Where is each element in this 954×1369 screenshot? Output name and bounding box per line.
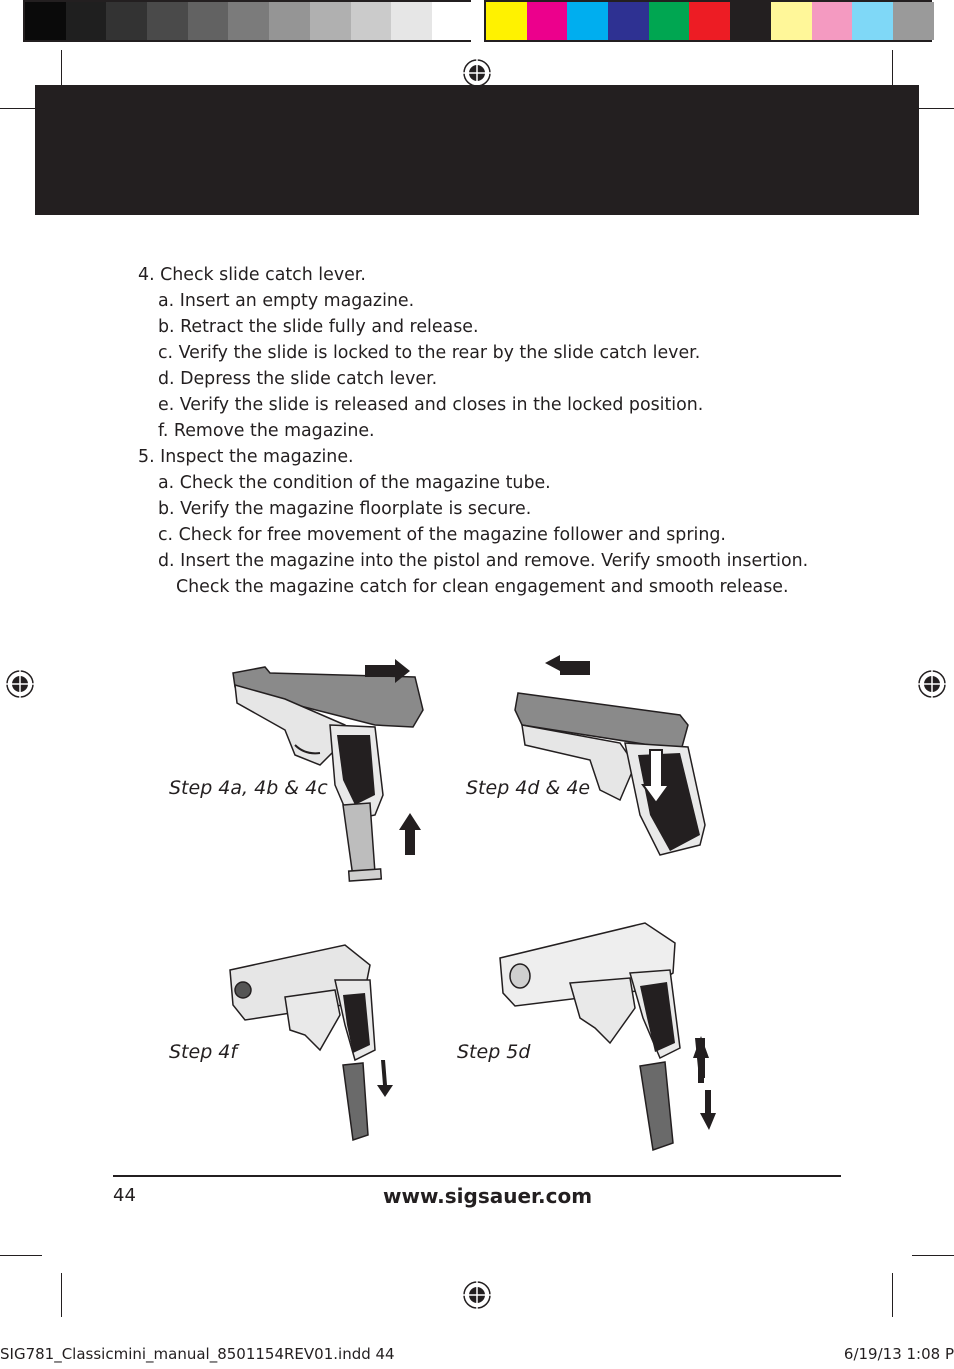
color-swatch — [689, 2, 730, 40]
website-url[interactable]: www.sigsauer.com — [383, 1184, 593, 1208]
pistol-magazine-removed-illustration — [225, 935, 415, 1150]
step-4e: e. Verify the slide is released and closes in the locked position. — [158, 395, 704, 415]
color-swatch — [893, 2, 934, 40]
color-swatch — [25, 2, 66, 40]
color-swatch — [432, 2, 473, 40]
step-5c: c. Check for free movement of the magazine follower and spring. — [158, 525, 726, 545]
caption-step-5d: Step 5d — [457, 1041, 531, 1063]
header-band — [35, 85, 919, 215]
color-swatch — [771, 2, 812, 40]
color-swatch — [730, 2, 771, 40]
step-5d-continued: Check the magazine catch for clean engagement and smooth release. — [176, 577, 789, 597]
step-5a: a. Check the condition of the magazine tube. — [158, 473, 551, 493]
step-4a: a. Insert an empty magazine. — [158, 291, 415, 311]
caption-step-4f: Step 4f — [169, 1041, 238, 1063]
footer-rule — [113, 1175, 841, 1177]
step-4b: b. Retract the slide fully and release. — [158, 317, 479, 337]
color-swatch — [812, 2, 853, 40]
step-4c: c. Verify the slide is locked to the rear by the slide catch lever. — [158, 343, 701, 363]
color-swatch — [66, 2, 107, 40]
pistol-slide-release-illustration — [510, 655, 720, 880]
pistol-slide-locked-illustration — [225, 655, 445, 890]
registration-mark-icon — [462, 58, 492, 88]
caption-step-4d-4e: Step 4d & 4e — [466, 777, 591, 799]
color-bar — [484, 0, 932, 42]
color-swatch — [310, 2, 351, 40]
step-4-heading: 4. Check slide catch lever. — [138, 265, 366, 285]
caption-step-4a-4b-4c: Step 4a, 4b & 4c — [169, 777, 328, 799]
color-swatch — [106, 2, 147, 40]
color-swatch — [486, 2, 527, 40]
color-swatch — [269, 2, 310, 40]
crop-mark — [61, 1273, 62, 1317]
crop-mark — [892, 1273, 893, 1317]
color-swatch — [852, 2, 893, 40]
color-swatch — [147, 2, 188, 40]
registration-mark-icon — [462, 1280, 492, 1310]
color-swatch — [228, 2, 269, 40]
instructions-list — [138, 262, 808, 600]
color-swatch — [391, 2, 432, 40]
color-swatch — [527, 2, 568, 40]
step-4d: d. Depress the slide catch lever. — [158, 369, 438, 389]
color-swatch — [649, 2, 690, 40]
color-swatch — [188, 2, 229, 40]
color-swatch — [567, 2, 608, 40]
color-swatch — [608, 2, 649, 40]
print-slug-filename: SIG781_Classicmini_manual_8501154REV01.indd 44 — [0, 1345, 395, 1363]
color-swatch — [351, 2, 392, 40]
registration-mark-icon — [917, 669, 947, 699]
step-5b: b. Verify the magazine floorplate is secure. — [158, 499, 532, 519]
page-number: 44 — [113, 1185, 136, 1206]
step-5-heading: 5. Inspect the magazine. — [138, 447, 354, 467]
crop-mark — [0, 1255, 42, 1256]
crop-mark — [912, 1255, 954, 1256]
grayscale-bar — [23, 0, 471, 42]
registration-mark-icon — [5, 669, 35, 699]
print-slug-datetime: 6/19/13 1:08 P — [843, 1345, 954, 1363]
step-5d: d. Insert the magazine into the pistol and remove. Verify smooth insertion. — [158, 551, 809, 571]
step-4f: f. Remove the magazine. — [158, 421, 375, 441]
